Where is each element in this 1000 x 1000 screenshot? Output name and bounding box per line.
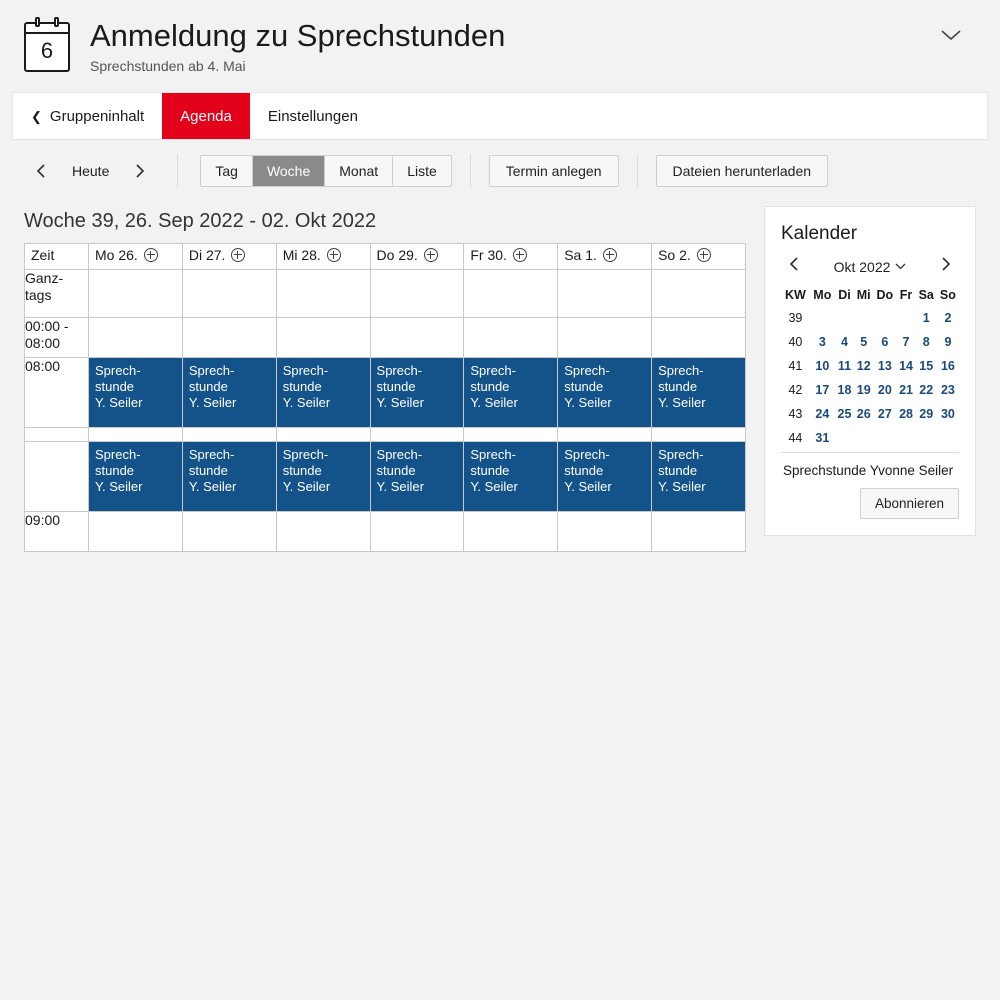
date-nav-group xyxy=(24,154,178,188)
view-tag[interactable]: Tag xyxy=(201,156,253,186)
mini-day[interactable]: 20 xyxy=(877,383,892,397)
day-header-mo-label: Mo 26. xyxy=(95,247,138,263)
mini-calendar xyxy=(781,284,959,453)
mini-month-label: Okt 2022 xyxy=(833,258,891,275)
event-person: Y. Seiler xyxy=(376,479,424,494)
mini-day[interactable]: 29 xyxy=(919,407,934,421)
event-sprechstunde[interactable] xyxy=(652,358,745,427)
plus-circle-icon[interactable] xyxy=(424,248,438,262)
event-sprechstunde[interactable] xyxy=(464,358,557,427)
mini-col-di: Di xyxy=(838,288,851,302)
event-person: Y. Seiler xyxy=(564,479,612,494)
event-title-line1: Sprech- xyxy=(95,447,141,462)
slot-cell[interactable] xyxy=(652,512,746,552)
allday-label-line2: tags xyxy=(25,287,52,303)
time-label-0900: 09:00 xyxy=(25,512,89,552)
slot-cell[interactable] xyxy=(464,318,558,358)
view-switcher xyxy=(200,155,451,187)
mini-calendar-header xyxy=(781,257,959,284)
event-title-line2: stunde xyxy=(658,463,698,478)
mini-kw: 40 xyxy=(788,335,803,349)
tab-agenda[interactable] xyxy=(162,93,250,139)
event-cell[interactable] xyxy=(652,358,746,428)
plus-circle-icon[interactable] xyxy=(144,248,158,262)
day-header-mi[interactable] xyxy=(276,244,370,270)
slot-cell[interactable] xyxy=(558,318,652,358)
view-liste[interactable]: Liste xyxy=(393,156,451,186)
mini-day[interactable]: 24 xyxy=(815,407,830,421)
mini-day[interactable]: 27 xyxy=(877,407,892,421)
mini-day[interactable]: 18 xyxy=(837,383,852,397)
event-sprechstunde[interactable] xyxy=(89,442,182,511)
slot-cell[interactable] xyxy=(652,428,746,442)
event-sprechstunde[interactable] xyxy=(464,442,557,511)
allday-cell[interactable] xyxy=(276,270,370,318)
allday-cell[interactable] xyxy=(652,270,746,318)
mini-kw: 43 xyxy=(788,407,803,421)
calendar-toolbar xyxy=(0,140,1000,198)
mini-day[interactable] xyxy=(896,306,915,330)
event-sprechstunde[interactable] xyxy=(371,358,464,427)
event-title-line1: Sprech- xyxy=(470,447,516,462)
event-sprechstunde[interactable] xyxy=(277,442,370,511)
mini-day[interactable] xyxy=(854,426,873,453)
tab-bar xyxy=(12,92,988,140)
day-header-do[interactable] xyxy=(370,244,464,270)
slot-cell[interactable] xyxy=(558,512,652,552)
today-button[interactable]: Heute xyxy=(58,156,123,186)
event-sprechstunde[interactable] xyxy=(558,358,651,427)
mini-day[interactable]: 15 xyxy=(919,359,934,373)
event-title-line1: Sprech- xyxy=(564,447,610,462)
mini-day[interactable] xyxy=(896,426,915,453)
mini-day[interactable]: 28 xyxy=(899,407,913,421)
time-label-empty-2 xyxy=(25,442,89,512)
chevron-down-icon xyxy=(895,263,906,270)
mini-month-selector[interactable] xyxy=(834,259,907,275)
slot-cell[interactable] xyxy=(276,428,370,442)
slot-cell[interactable] xyxy=(276,512,370,552)
mini-col-mo: Mo xyxy=(813,288,832,302)
day-header-di-label: Di 27. xyxy=(188,247,226,263)
event-title-line2: stunde xyxy=(376,463,416,478)
mini-day[interactable] xyxy=(916,426,937,453)
event-title-line2: stunde xyxy=(188,463,228,478)
mini-kw: 39 xyxy=(788,311,803,325)
slot-cell[interactable] xyxy=(182,318,276,358)
page-subtitle: Sprechstunden ab 4. Mai xyxy=(90,58,246,74)
header-texts xyxy=(90,16,505,74)
slot-cell[interactable] xyxy=(89,428,183,442)
tab-gruppeninhalt[interactable] xyxy=(13,93,162,139)
event-person: Y. Seiler xyxy=(95,479,143,494)
event-cell[interactable] xyxy=(652,442,746,512)
mini-col-kw: KW xyxy=(785,288,806,302)
download-files-button[interactable]: Dateien herunterladen xyxy=(656,155,829,187)
plus-circle-icon[interactable] xyxy=(327,248,341,262)
mini-day[interactable] xyxy=(835,426,854,453)
calendar-source-label: Sprechstunde Yvonne Seiler xyxy=(783,463,954,478)
slot-cell[interactable] xyxy=(464,428,558,442)
event-sprechstunde[interactable] xyxy=(558,442,651,511)
slot-cell[interactable] xyxy=(370,428,464,442)
mini-day[interactable]: 12 xyxy=(856,359,871,373)
tab-einstellungen-label: Einstellungen xyxy=(267,107,358,125)
mini-day[interactable]: 30 xyxy=(940,407,955,421)
week-calendar xyxy=(24,206,746,552)
mini-week-row xyxy=(781,354,959,378)
event-person: Y. Seiler xyxy=(282,395,331,410)
mini-day[interactable]: 14 xyxy=(899,359,913,373)
week-grid xyxy=(24,243,746,552)
plus-circle-icon[interactable] xyxy=(603,248,617,262)
slot-cell[interactable] xyxy=(558,428,652,442)
mini-day[interactable]: 13 xyxy=(877,359,892,373)
event-title-line2: stunde xyxy=(376,379,416,394)
event-title-line1: Sprech- xyxy=(658,447,704,462)
allday-label-line1: Ganz- xyxy=(25,270,64,286)
subscribe-row xyxy=(781,488,959,519)
event-sprechstunde[interactable] xyxy=(652,442,745,511)
prev-period-button[interactable] xyxy=(24,154,58,188)
slot-row-0000-0800 xyxy=(25,318,746,358)
mini-kw: 42 xyxy=(788,383,803,397)
event-sprechstunde[interactable] xyxy=(371,442,464,511)
event-person: Y. Seiler xyxy=(282,479,331,494)
day-header-so[interactable] xyxy=(652,244,746,270)
mini-day[interactable]: 16 xyxy=(940,359,955,373)
event-sprechstunde[interactable] xyxy=(277,358,370,427)
mini-day[interactable]: 10 xyxy=(815,359,830,373)
page-title: Anmeldung zu Sprechstunden xyxy=(90,18,506,53)
week-range-label: Woche 39, 26. Sep 2022 - 02. Okt 2022 xyxy=(24,210,377,232)
tab-agenda-label: Agenda xyxy=(180,107,232,125)
event-person: Y. Seiler xyxy=(564,395,612,410)
back-chevron-icon: ❮ xyxy=(31,108,42,124)
event-title-line1: Sprech- xyxy=(282,447,329,462)
mini-day[interactable]: 3 xyxy=(818,335,826,349)
mini-week-row xyxy=(781,306,959,330)
slot-cell[interactable] xyxy=(89,512,183,552)
allday-row xyxy=(25,270,746,318)
create-event-button[interactable]: Termin anlegen xyxy=(489,155,619,187)
mini-prev-month-button[interactable] xyxy=(785,257,803,276)
slot-cell[interactable] xyxy=(464,512,558,552)
allday-cell[interactable] xyxy=(558,270,652,318)
tab-gruppeninhalt-label: Gruppeninhalt xyxy=(49,107,145,125)
day-header-sa-label: Sa 1. xyxy=(564,247,597,263)
event-person: Y. Seiler xyxy=(95,395,143,410)
mini-day[interactable] xyxy=(873,306,896,330)
mini-day[interactable]: 23 xyxy=(940,383,955,397)
event-cell[interactable] xyxy=(464,358,558,428)
sidebar-title: Kalender xyxy=(781,223,858,244)
day-header-do-label: Do 29. xyxy=(376,247,418,263)
mini-next-month-button[interactable] xyxy=(937,257,955,276)
mini-week-row xyxy=(781,426,959,453)
event-title-line1: Sprech- xyxy=(95,363,141,378)
mini-col-fr: Fr xyxy=(899,288,913,302)
plus-circle-icon[interactable] xyxy=(697,248,711,262)
mini-calendar-header-row xyxy=(781,284,959,306)
mini-day[interactable]: 6 xyxy=(881,335,889,349)
event-title-line1: Sprech- xyxy=(376,363,423,378)
event-title-line2: stunde xyxy=(470,379,510,394)
mini-day[interactable]: 19 xyxy=(856,383,871,397)
calendar-logo-icon xyxy=(24,22,70,72)
event-title-line1: Sprech- xyxy=(282,363,329,378)
time-label-empty xyxy=(25,428,89,442)
day-header-di[interactable] xyxy=(182,244,276,270)
slot-cell[interactable] xyxy=(370,318,464,358)
view-monat[interactable]: Monat xyxy=(325,156,393,186)
event-person: Y. Seiler xyxy=(470,479,518,494)
day-header-so-label: So 2. xyxy=(658,247,691,263)
mini-kw: 44 xyxy=(781,426,810,453)
time-label-0800: 08:00 xyxy=(25,358,89,428)
week-grid-header-row xyxy=(25,244,746,270)
slot-cell[interactable] xyxy=(276,318,370,358)
mini-day[interactable]: 5 xyxy=(860,335,868,349)
event-cell[interactable] xyxy=(89,358,183,428)
main-content xyxy=(0,198,1000,552)
allday-cell[interactable] xyxy=(89,270,183,318)
event-cell[interactable] xyxy=(558,442,652,512)
event-title-line2: stunde xyxy=(564,379,604,394)
mini-day[interactable]: 7 xyxy=(902,335,910,349)
plus-circle-icon[interactable] xyxy=(231,248,245,262)
mini-day[interactable]: 31 xyxy=(810,426,835,453)
mini-day[interactable]: 11 xyxy=(837,359,852,373)
mini-day[interactable]: 17 xyxy=(815,383,830,397)
slot-cell[interactable] xyxy=(370,512,464,552)
event-title-line1: Sprech- xyxy=(658,363,704,378)
allday-cell[interactable] xyxy=(464,270,558,318)
event-person: Y. Seiler xyxy=(658,395,706,410)
slot-row-0900 xyxy=(25,512,746,552)
event-sprechstunde[interactable] xyxy=(183,358,276,427)
allday-cell[interactable] xyxy=(370,270,464,318)
time-label-line2: 08:00 xyxy=(25,335,61,351)
event-title-line1: Sprech- xyxy=(564,363,610,378)
mini-day[interactable] xyxy=(854,306,873,330)
event-cell[interactable] xyxy=(276,358,370,428)
allday-label xyxy=(25,270,89,318)
event-person: Y. Seiler xyxy=(470,395,518,410)
mini-day[interactable]: 21 xyxy=(899,383,913,397)
day-header-fr[interactable] xyxy=(464,244,558,270)
event-title-line1: Sprech- xyxy=(188,363,235,378)
slot-cell[interactable] xyxy=(182,512,276,552)
calendar-sidebar xyxy=(764,206,976,536)
toolbar-divider xyxy=(470,154,471,188)
time-column-header: Zeit xyxy=(25,244,89,270)
allday-cell[interactable] xyxy=(182,270,276,318)
calendar-logo-day: 6 xyxy=(40,38,54,63)
slot-cell[interactable] xyxy=(89,318,183,358)
mini-week-row xyxy=(781,402,959,426)
event-cell[interactable] xyxy=(370,442,464,512)
mini-day[interactable]: 1 xyxy=(922,311,930,325)
mini-day[interactable]: 22 xyxy=(919,383,934,397)
event-title-line2: stunde xyxy=(564,463,604,478)
mini-day[interactable] xyxy=(937,426,959,453)
slot-row-gap xyxy=(25,428,746,442)
slot-cell[interactable] xyxy=(652,318,746,358)
time-label-0000-0800 xyxy=(25,318,89,358)
event-title-line2: stunde xyxy=(95,463,135,478)
slot-row-0800-events-2 xyxy=(25,442,746,512)
event-person: Y. Seiler xyxy=(188,479,237,494)
event-person: Y. Seiler xyxy=(376,395,424,410)
event-title-line2: stunde xyxy=(470,463,510,478)
mini-day[interactable]: 25 xyxy=(837,407,852,421)
event-title-line2: stunde xyxy=(658,379,698,394)
event-title-line2: stunde xyxy=(282,463,322,478)
mini-day[interactable] xyxy=(810,306,835,330)
day-header-mo[interactable] xyxy=(89,244,183,270)
event-sprechstunde[interactable] xyxy=(89,358,182,427)
day-header-fr-label: Fr 30. xyxy=(470,247,507,263)
mini-week-row xyxy=(781,330,959,354)
event-sprechstunde[interactable] xyxy=(183,442,276,511)
mini-day[interactable] xyxy=(873,426,896,453)
event-title-line1: Sprech- xyxy=(376,447,423,462)
slot-cell[interactable] xyxy=(182,428,276,442)
mini-col-do: Do xyxy=(876,288,894,302)
view-woche[interactable]: Woche xyxy=(253,156,325,186)
mini-col-mi: Mi xyxy=(856,288,871,302)
page-header xyxy=(0,0,1000,84)
mini-col-so: So xyxy=(939,288,956,302)
time-label-line1: 00:00 - xyxy=(25,318,69,334)
event-cell[interactable] xyxy=(276,442,370,512)
day-header-mi-label: Mi 28. xyxy=(282,247,321,263)
day-header-sa[interactable] xyxy=(558,244,652,270)
next-period-button[interactable] xyxy=(123,154,157,188)
plus-circle-icon[interactable] xyxy=(513,248,527,262)
mini-day[interactable]: 9 xyxy=(944,335,952,349)
tab-einstellungen[interactable] xyxy=(250,93,376,139)
event-cell[interactable] xyxy=(370,358,464,428)
event-title-line2: stunde xyxy=(282,379,322,394)
slot-row-0800-events-1 xyxy=(25,358,746,428)
event-cell[interactable] xyxy=(558,358,652,428)
event-title-line2: stunde xyxy=(188,379,228,394)
event-cell[interactable] xyxy=(182,358,276,428)
mini-day[interactable]: 2 xyxy=(944,311,952,325)
mini-day[interactable]: 4 xyxy=(840,335,848,349)
mini-day[interactable]: 26 xyxy=(856,407,871,421)
event-cell[interactable] xyxy=(182,442,276,512)
mini-day[interactable]: 8 xyxy=(922,335,930,349)
event-cell[interactable] xyxy=(464,442,558,512)
event-person: Y. Seiler xyxy=(658,479,706,494)
chevron-down-icon[interactable] xyxy=(940,28,962,42)
mini-col-sa: Sa xyxy=(918,288,934,302)
event-title-line1: Sprech- xyxy=(470,363,516,378)
event-title-line1: Sprech- xyxy=(188,447,235,462)
subscribe-button[interactable]: Abonnieren xyxy=(860,488,959,519)
event-person: Y. Seiler xyxy=(188,395,237,410)
mini-kw: 41 xyxy=(788,359,803,373)
mini-day[interactable] xyxy=(835,306,854,330)
event-cell[interactable] xyxy=(89,442,183,512)
event-title-line2: stunde xyxy=(95,379,135,394)
mini-week-row xyxy=(781,378,959,402)
toolbar-divider-2 xyxy=(637,154,638,188)
